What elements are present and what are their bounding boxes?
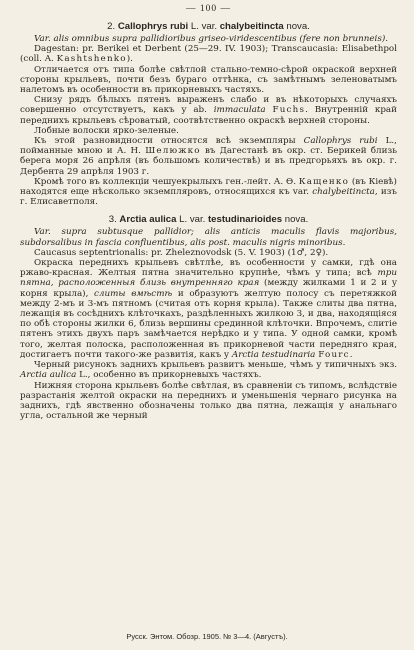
text: Черный рисунокъ заднихъ крыльевъ развитъ меньше, чѣмъ у типичныхъ экз. [34, 360, 397, 371]
emphasis: слиты вмѣстѣ [94, 288, 173, 299]
species-name: Arctia aulica [20, 370, 77, 381]
text: Окраска переднихъ крыльевъ свѣтлѣе, въ особенности у самки, гдѣ она ржаво-красная. Желтыя пятна значительно крупнѣе, чѣмъ у типа; всѣ [20, 258, 397, 279]
collector-name: Kashtshenko [56, 54, 127, 65]
text: . [349, 349, 353, 360]
heading-species-name: Callophrys rubi [117, 21, 189, 32]
text: и образуютъ желтую полосу съ перетяжкой между 2-мъ и 3-мъ пятномъ (считая отъ корня крыла). Также слиты два пятна, лежащія въ сосѣднихъ клѣточкахъ, раздѣленныхъ жилкою 3, и два, находящіяся по обѣ стороны жилки 6, близь вершины срединной клѣточки. Впрочемъ, слитіе пятенъ этихъ двухъ паръ замѣчается нерѣдко и у типа. У одной самки, кромѣ того, желтая полоска, расположенная въ прикорневой части передняго края, достигаетъ почти такого-же развитія, какъ у [20, 288, 397, 360]
species-heading-callophrys [20, 21, 397, 32]
emphasis: три пятна, расположенныя близь внутренняго края [20, 268, 397, 289]
description-paragraph [20, 95, 397, 126]
description-paragraph: Отличается отъ типа болѣе свѣтлой стально-темно-сѣрой окраской верхней стороны крыльевъ, почти безъ бураго оттѣнка, съ замѣтнымъ зеленоватымъ налетомъ въ особенности въ прикорневыхъ частяхъ. [20, 64, 397, 96]
heading-number: 2. [107, 21, 116, 32]
heading-author: L. [190, 21, 199, 32]
species-name: Arctia testudinaria [231, 349, 316, 360]
heading-var-word: var. [201, 21, 218, 32]
latin-diagnosis: Var. supra subtusque pallidior; alis anticis maculis flavis majoribus, subdorsalibus in fascia confluentibus, alis post. maculis nigris minoribus. [20, 227, 397, 248]
aberration-name: immaculata [213, 105, 266, 116]
variety-name: chalybeitincta [312, 187, 375, 198]
locality-text-2: Elisabethpol (coll. A. [20, 44, 397, 65]
description-paragraph [20, 136, 397, 177]
text: , изъ г. Елисаветполя. [20, 187, 397, 208]
latin-diagnosis: Var. alis omnibus supra pallidioribus griseo-viridescentibus (fere non brunneis). [34, 34, 389, 44]
page-footer: Русск. Энтом. Обозр. 1905. № 3—4. (Августъ). [126, 632, 288, 641]
text: (между жилками 1 и 2 и у корня крыла), [20, 278, 397, 299]
species-heading-arctia [20, 214, 397, 225]
heading-var-word: var. [189, 214, 206, 226]
text: въ Дагестанѣ въ окр. ст. Берикей близь берега моря 26 апрѣля (въ большомъ количествѣ) и въ предгорьяхъ въ окр. г. Дербента 29 апрѣля 1903 г. [20, 146, 397, 177]
description-paragraph [20, 177, 397, 208]
heading-variety-name: testudinarioides [207, 214, 283, 226]
text: L., пойманные мною и А. Н. [20, 136, 397, 157]
page-number: — 100 — [186, 4, 231, 14]
heading-nova: nova. [284, 214, 309, 226]
heading-number: 3. [108, 214, 117, 226]
text: Къ этой разновидности относятся всѣ экземпляры [34, 136, 296, 147]
person-name: Шелюжко [145, 146, 201, 157]
text: (въ Кіевѣ) находятся еще нѣсколько экземпляровъ, относящихся къ var. [20, 176, 397, 198]
description-paragraph [20, 360, 397, 380]
text: Кромѣ того въ коллекціи чешуекрылыхъ ген.-лейт. А. Ө. [34, 176, 296, 187]
heading-species-name: Arctia aulica [119, 214, 177, 226]
text: Снизу рядъ бѣлыхъ пятенъ выраженъ слабо и въ нѣкоторыхъ случаяхъ совершенно отсутствуетъ, какъ у ab. [20, 95, 397, 116]
person-name: Кащенко [298, 176, 350, 187]
locality-text: Dagestan: pr. Berikei et Derbent (25—29. IV. 1903); Transcaucasia: [34, 44, 339, 55]
text: L., особенно въ прикорневыхъ частяхъ. [79, 370, 262, 381]
species-name: Callophrys rubi [303, 136, 378, 147]
description-paragraph [20, 258, 397, 360]
heading-author: L. [179, 214, 188, 226]
heading-nova: nova. [286, 21, 310, 32]
locality [20, 44, 397, 64]
locality-end: ). [126, 54, 133, 65]
description-paragraph: Нижняя сторона крыльевъ болѣе свѣтлая, въ сравненіи съ типомъ, вслѣдствіе разрастанія желтой окраски на переднихъ и уменьшенія чернаго рисунка на заднихъ, гдѣ явственно обозначены только два пятна, лежащія у анальнаго угла, остальной же черный [20, 380, 397, 422]
text: . Внутренній край переднихъ крыльевъ сѣроватый, соотвѣтственно окраскѣ верхней стороны. [20, 105, 397, 126]
description-paragraph: Лобные волоски ярко-зеленые. [34, 125, 179, 136]
author-name: Fuchs [272, 105, 306, 116]
author-name: Fourc [318, 349, 350, 360]
locality: Caucasus septentrionalis: pr. Zheleznovodsk (5. V. 1903) (1♂, 2♀). [34, 247, 329, 258]
heading-variety-name: chalybeitincta [219, 21, 284, 32]
